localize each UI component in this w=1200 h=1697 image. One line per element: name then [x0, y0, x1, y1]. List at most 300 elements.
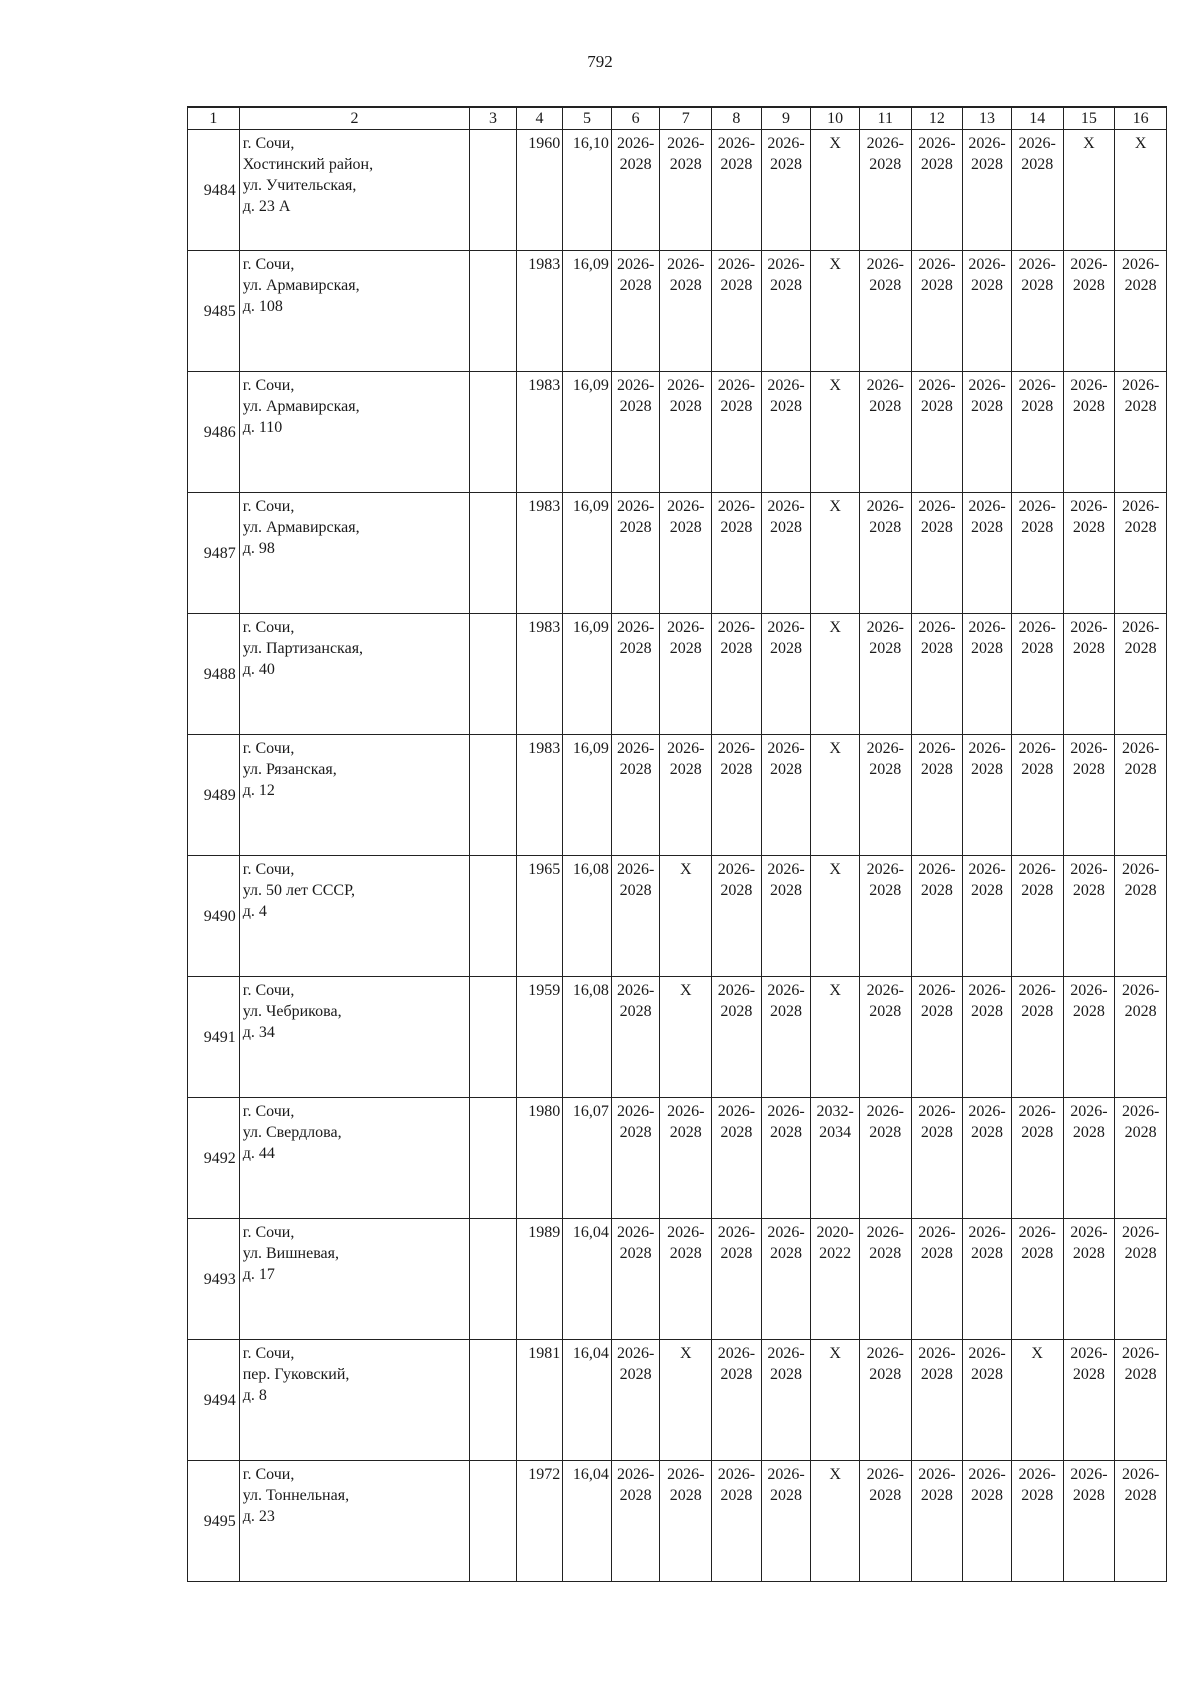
- period-cell-col-16: [1115, 1340, 1167, 1461]
- period-part: 2026-: [866, 619, 904, 636]
- period-part: 2028: [619, 398, 652, 415]
- value-cell: 16,09: [563, 372, 612, 493]
- table-row: [188, 856, 1167, 977]
- year-cell: 1983: [516, 372, 563, 493]
- cell-col-3: [470, 372, 517, 493]
- period-part: 2026-: [767, 982, 805, 999]
- period-part: 2026-: [1018, 498, 1056, 515]
- period-part: 2026-: [767, 135, 805, 152]
- value-cell: 16,09: [563, 493, 612, 614]
- value-cell: 16,04: [563, 1219, 612, 1340]
- period-part: 2026-: [1121, 861, 1160, 878]
- period-part: 2028: [1072, 1487, 1105, 1504]
- period-part: 2026-: [968, 1224, 1006, 1241]
- period-cell-col-9: [761, 856, 811, 977]
- period-part: 2028: [1124, 1124, 1157, 1141]
- period-part: 2026-: [1018, 740, 1056, 757]
- period-cell-col-9: [761, 977, 811, 1098]
- period-cell-col-15: [1063, 977, 1115, 1098]
- period-cell-col-8: [712, 493, 762, 614]
- period-cell-col-10: X: [811, 251, 860, 372]
- period-cell-col-7: [660, 1219, 712, 1340]
- period-part: 2026-: [616, 740, 655, 757]
- period-part: 2028: [971, 1245, 1004, 1262]
- address-line: г. Сочи,: [242, 861, 295, 878]
- cell-col-3: [470, 130, 517, 251]
- period-part: 2026-: [968, 1466, 1006, 1483]
- period-cell-col-10: X: [811, 856, 860, 977]
- period-part: 2026-: [767, 1345, 805, 1362]
- period-part: 2026-: [866, 1345, 904, 1362]
- year-cell: 1980: [516, 1098, 563, 1219]
- period-part: 2028: [770, 1003, 802, 1020]
- period-cell-col-6: [611, 1461, 660, 1582]
- period-part: 2026-: [866, 1224, 904, 1241]
- period-cell-col-13: [963, 977, 1012, 1098]
- period-part: 2026-: [1070, 1224, 1108, 1241]
- row-number: 9489: [188, 735, 240, 856]
- address-line: ул. Партизанская,: [242, 640, 364, 657]
- address-line: г. Сочи,: [242, 256, 295, 273]
- table-row: [188, 130, 1167, 251]
- period-part: 2028: [669, 1487, 702, 1504]
- period-cell-col-16: X: [1115, 130, 1167, 251]
- row-number: 9491: [188, 977, 240, 1098]
- period-part: 2026-: [1070, 377, 1108, 394]
- period-cell-col-6: [611, 735, 660, 856]
- page-number: 792: [587, 52, 613, 71]
- period-part: 2026-: [717, 256, 756, 273]
- address-line: г. Сочи,: [242, 377, 295, 394]
- cell-col-3: [470, 1461, 517, 1582]
- period-cell-col-16: [1115, 977, 1167, 1098]
- period-part: 2026-: [1018, 1224, 1056, 1241]
- period-part: 2026-: [767, 256, 805, 273]
- row-number: 9484: [188, 130, 240, 251]
- period-cell-col-14: [1011, 493, 1063, 614]
- period-cell-col-13: [963, 372, 1012, 493]
- address-cell: [239, 372, 470, 493]
- period-part: 2026-: [616, 1345, 655, 1362]
- period-part: 2026-: [918, 982, 956, 999]
- period-part: 2028: [1021, 1124, 1054, 1141]
- address-line: Хостинский район,: [242, 156, 374, 173]
- address-line: г. Сочи,: [242, 135, 295, 152]
- period-part: 2026-: [717, 1224, 756, 1241]
- period-part: 2028: [1021, 640, 1054, 657]
- period-part: 2028: [869, 1366, 902, 1383]
- period-part: 2028: [920, 1366, 953, 1383]
- address-line: ул. Свердлова,: [242, 1124, 342, 1141]
- period-cell-col-11: [859, 977, 911, 1098]
- address-cell: [239, 1340, 470, 1461]
- period-cell-col-16: [1115, 735, 1167, 856]
- period-part: 2028: [720, 277, 753, 294]
- period-cell-col-8: [712, 1461, 762, 1582]
- row-number: 9493: [188, 1219, 240, 1340]
- period-part: 2026-: [1018, 1103, 1056, 1120]
- period-cell-col-7: [660, 735, 712, 856]
- period-cell-col-6: [611, 130, 660, 251]
- period-part: 2028: [770, 761, 802, 778]
- period-part: 2026-: [968, 256, 1006, 273]
- period-part: 2026-: [866, 256, 904, 273]
- period-cell-col-8: [712, 735, 762, 856]
- period-cell-col-14: [1011, 251, 1063, 372]
- period-part: 2028: [1021, 156, 1054, 173]
- address-line: ул. Армавирская,: [242, 277, 360, 294]
- period-part: 2026-: [616, 135, 655, 152]
- period-part: 2026-: [667, 619, 705, 636]
- period-part: 2028: [770, 1245, 802, 1262]
- period-part: 2026-: [616, 982, 655, 999]
- column-header-2: 2: [239, 107, 470, 130]
- address-cell: [239, 251, 470, 372]
- period-part: 2028: [770, 398, 802, 415]
- period-cell-col-6: [611, 614, 660, 735]
- period-part: 2026-: [1121, 1103, 1160, 1120]
- period-cell-col-11: [859, 1461, 911, 1582]
- period-part: 2026-: [1121, 740, 1160, 757]
- period-cell-col-15: [1063, 856, 1115, 977]
- period-cell-col-16: [1115, 614, 1167, 735]
- period-cell-col-8: [712, 1219, 762, 1340]
- period-part: 2026-: [767, 498, 805, 515]
- year-cell: 1960: [516, 130, 563, 251]
- period-part: 2028: [619, 882, 652, 899]
- period-part: 2026-: [717, 619, 756, 636]
- period-part: 2026-: [616, 1224, 655, 1241]
- period-cell-col-12: [911, 493, 963, 614]
- period-cell-col-13: [963, 735, 1012, 856]
- period-cell-col-12: [911, 1461, 963, 1582]
- address-line: г. Сочи,: [242, 498, 295, 515]
- period-part: 2026-: [667, 1466, 705, 1483]
- period-part: 2028: [869, 1124, 902, 1141]
- period-cell-col-15: X: [1063, 130, 1115, 251]
- period-cell-col-9: [761, 1461, 811, 1582]
- period-cell-col-14: [1011, 977, 1063, 1098]
- period-part: 2028: [869, 277, 902, 294]
- period-part: 2028: [869, 761, 902, 778]
- period-cell-col-8: [712, 1098, 762, 1219]
- period-part: 2028: [1021, 1245, 1054, 1262]
- value-cell: 16,09: [563, 614, 612, 735]
- column-header-14: 14: [1011, 107, 1063, 130]
- period-part: 2028: [1072, 519, 1105, 536]
- period-part: 2028: [1072, 1366, 1105, 1383]
- period-cell-col-6: [611, 1098, 660, 1219]
- period-cell-col-12: [911, 1219, 963, 1340]
- period-part: 2028: [920, 1487, 953, 1504]
- period-cell-col-7: [660, 251, 712, 372]
- period-part: 2026-: [866, 861, 904, 878]
- period-cell-col-6: [611, 856, 660, 977]
- period-part: 2028: [669, 1124, 702, 1141]
- period-part: 2028: [971, 761, 1004, 778]
- period-part: 2026-: [616, 1103, 655, 1120]
- row-number: 9487: [188, 493, 240, 614]
- period-part: 2028: [1072, 277, 1105, 294]
- period-part: 2026-: [918, 861, 956, 878]
- period-part: 2026-: [1070, 619, 1108, 636]
- period-cell-col-9: [761, 1219, 811, 1340]
- period-part: 2026-: [1018, 1466, 1056, 1483]
- period-part: 2026-: [767, 740, 805, 757]
- period-cell-col-7: [660, 614, 712, 735]
- period-part: 2028: [869, 1003, 902, 1020]
- column-header-16: 16: [1115, 107, 1167, 130]
- period-cell-col-11: [859, 735, 911, 856]
- cell-col-3: [470, 1098, 517, 1219]
- period-part: 2028: [619, 519, 652, 536]
- address-line: ул. Армавирская,: [242, 398, 360, 415]
- period-part: 2028: [669, 761, 702, 778]
- table-row: [188, 1098, 1167, 1219]
- period-cell-col-7: X: [660, 977, 712, 1098]
- period-part: 2026-: [767, 1103, 805, 1120]
- period-part: 2028: [1072, 882, 1105, 899]
- period-part: 2026-: [1018, 256, 1056, 273]
- period-part: 2026-: [866, 740, 904, 757]
- column-header-11: 11: [859, 107, 911, 130]
- period-part: 2026-: [667, 498, 705, 515]
- period-part: 2026-: [1121, 982, 1160, 999]
- period-cell-col-6: [611, 372, 660, 493]
- column-header-7: 7: [660, 107, 712, 130]
- period-part: 2026-: [667, 740, 705, 757]
- period-part: 2028: [1124, 882, 1157, 899]
- period-part: 2028: [619, 1366, 652, 1383]
- period-cell-col-13: [963, 856, 1012, 977]
- period-part: 2026-: [1070, 256, 1108, 273]
- period-part: 2026-: [968, 619, 1006, 636]
- period-part: 2026-: [767, 377, 805, 394]
- period-part: 2026-: [1070, 740, 1108, 757]
- period-cell-col-15: [1063, 614, 1115, 735]
- period-cell-col-15: [1063, 372, 1115, 493]
- period-part: 2026-: [717, 377, 756, 394]
- period-part: 2026-: [667, 377, 705, 394]
- period-part: 2028: [669, 156, 702, 173]
- period-cell-col-13: [963, 1461, 1012, 1582]
- period-cell-col-14: [1011, 735, 1063, 856]
- period-part: 2028: [770, 1366, 802, 1383]
- period-part: 2026-: [616, 256, 655, 273]
- period-part: 2028: [920, 519, 953, 536]
- period-part: 2028: [1021, 398, 1054, 415]
- period-part: 2022: [819, 1245, 852, 1262]
- period-part: 2026-: [918, 135, 956, 152]
- period-cell-col-15: [1063, 1098, 1115, 1219]
- period-cell-col-9: [761, 1098, 811, 1219]
- address-cell: [239, 1219, 470, 1340]
- period-cell-col-11: [859, 1219, 911, 1340]
- period-part: 2028: [1124, 761, 1157, 778]
- column-header-6: 6: [611, 107, 660, 130]
- period-part: 2028: [1124, 277, 1157, 294]
- column-header-9: 9: [761, 107, 811, 130]
- address-cell: [239, 1461, 470, 1582]
- address-line: пер. Гуковский,: [242, 1366, 350, 1383]
- period-part: 2028: [1072, 1245, 1105, 1262]
- period-cell-col-9: [761, 735, 811, 856]
- row-number: 9485: [188, 251, 240, 372]
- column-header-1: 1: [188, 107, 240, 130]
- period-cell-col-11: [859, 130, 911, 251]
- value-cell: 16,08: [563, 977, 612, 1098]
- period-part: 2026-: [767, 619, 805, 636]
- period-cell-col-13: [963, 130, 1012, 251]
- row-number: 9486: [188, 372, 240, 493]
- period-cell-col-10: X: [811, 1461, 860, 1582]
- address-line: ул. Тоннельная,: [242, 1487, 350, 1504]
- period-cell-col-16: [1115, 856, 1167, 977]
- table-row: [188, 251, 1167, 372]
- period-part: 2026-: [667, 256, 705, 273]
- value-cell: 16,04: [563, 1461, 612, 1582]
- period-cell-col-8: [712, 372, 762, 493]
- period-part: 2026-: [866, 135, 904, 152]
- row-number: 9492: [188, 1098, 240, 1219]
- period-part: 2026-: [968, 982, 1006, 999]
- period-part: 2026-: [616, 619, 655, 636]
- period-part: 2026-: [866, 377, 904, 394]
- period-cell-col-7: [660, 372, 712, 493]
- period-part: 2026-: [1121, 498, 1160, 515]
- address-cell: [239, 130, 470, 251]
- period-cell-col-10: X: [811, 372, 860, 493]
- period-part: 2028: [770, 277, 802, 294]
- address-line: д. 8: [242, 1387, 267, 1404]
- period-part: 2026-: [717, 498, 756, 515]
- period-part: 2028: [971, 277, 1004, 294]
- period-cell-col-9: [761, 372, 811, 493]
- period-part: 2028: [1124, 519, 1157, 536]
- period-part: 2028: [869, 640, 902, 657]
- cell-col-3: [470, 251, 517, 372]
- period-part: 2026-: [1070, 498, 1108, 515]
- address-line: д. 110: [242, 419, 283, 436]
- period-cell-col-10: X: [811, 493, 860, 614]
- period-part: 2028: [920, 1245, 953, 1262]
- period-part: 2028: [920, 1124, 953, 1141]
- period-part: 2026-: [968, 1345, 1006, 1362]
- address-line: д. 12: [242, 782, 275, 799]
- period-part: 2028: [971, 519, 1004, 536]
- period-part: 2028: [770, 640, 802, 657]
- row-number: 9494: [188, 1340, 240, 1461]
- row-number: 9488: [188, 614, 240, 735]
- period-part: 2026-: [918, 498, 956, 515]
- period-cell-col-11: [859, 1098, 911, 1219]
- period-part: 2026-: [667, 1103, 705, 1120]
- period-part: 2026-: [616, 377, 655, 394]
- period-part: 2026-: [918, 256, 956, 273]
- address-line: д. 40: [242, 661, 275, 678]
- address-line: д. 4: [242, 903, 267, 920]
- table-row: [188, 1219, 1167, 1340]
- period-cell-col-16: [1115, 372, 1167, 493]
- year-cell: 1959: [516, 977, 563, 1098]
- period-part: 2026-: [1018, 377, 1056, 394]
- period-cell-col-9: [761, 493, 811, 614]
- period-part: 2028: [971, 1124, 1004, 1141]
- period-part: 2028: [720, 156, 753, 173]
- period-cell-col-14: [1011, 372, 1063, 493]
- period-part: 2028: [920, 882, 953, 899]
- period-cell-col-15: [1063, 1340, 1115, 1461]
- period-cell-col-7: [660, 1098, 712, 1219]
- period-part: 2026-: [866, 498, 904, 515]
- cell-col-3: [470, 856, 517, 977]
- period-part: 2028: [720, 761, 753, 778]
- period-part: 2028: [619, 640, 652, 657]
- period-part: 2026-: [918, 740, 956, 757]
- period-cell-col-12: [911, 735, 963, 856]
- period-part: 2028: [920, 761, 953, 778]
- address-line: д. 34: [242, 1024, 275, 1041]
- period-part: 2026-: [667, 135, 705, 152]
- table-row: [188, 977, 1167, 1098]
- year-cell: 1981: [516, 1340, 563, 1461]
- period-part: 2028: [770, 1487, 802, 1504]
- period-part: 2028: [1072, 398, 1105, 415]
- period-cell-col-11: [859, 614, 911, 735]
- period-part: 2028: [619, 277, 652, 294]
- address-line: г. Сочи,: [242, 740, 295, 757]
- period-part: 2028: [869, 519, 902, 536]
- period-part: 2026-: [866, 1466, 904, 1483]
- period-cell-col-14: [1011, 130, 1063, 251]
- period-part: 2028: [869, 882, 902, 899]
- period-part: 2026-: [717, 982, 756, 999]
- period-cell-col-8: [712, 614, 762, 735]
- period-part: 2028: [869, 156, 902, 173]
- period-part: 2028: [869, 1245, 902, 1262]
- year-cell: 1983: [516, 735, 563, 856]
- period-part: 2028: [1021, 1003, 1054, 1020]
- period-part: 2026-: [767, 1224, 805, 1241]
- period-part: 2026-: [968, 135, 1006, 152]
- period-cell-col-12: [911, 614, 963, 735]
- row-number: 9495: [188, 1461, 240, 1582]
- address-line: г. Сочи,: [242, 1103, 295, 1120]
- value-cell: 16,09: [563, 251, 612, 372]
- period-part: 2026-: [1018, 135, 1056, 152]
- period-part: 2026-: [616, 1466, 655, 1483]
- period-part: 2028: [720, 1003, 753, 1020]
- address-cell: [239, 977, 470, 1098]
- period-cell-col-7: [660, 1461, 712, 1582]
- period-cell-col-12: [911, 130, 963, 251]
- period-part: 2028: [720, 519, 753, 536]
- period-cell-col-14: X: [1011, 1340, 1063, 1461]
- period-part: 2032-: [816, 1103, 854, 1120]
- address-line: д. 44: [242, 1145, 275, 1162]
- period-part: 2028: [1124, 640, 1157, 657]
- period-cell-col-14: [1011, 1461, 1063, 1582]
- address-line: ул. Учительская,: [242, 177, 357, 194]
- period-part: 2028: [920, 1003, 953, 1020]
- period-cell-col-10: X: [811, 130, 860, 251]
- value-cell: 16,07: [563, 1098, 612, 1219]
- period-part: 2026-: [968, 1103, 1006, 1120]
- column-header-13: 13: [963, 107, 1012, 130]
- table-row: [188, 1461, 1167, 1582]
- period-cell-col-8: [712, 977, 762, 1098]
- period-cell-col-6: [611, 1219, 660, 1340]
